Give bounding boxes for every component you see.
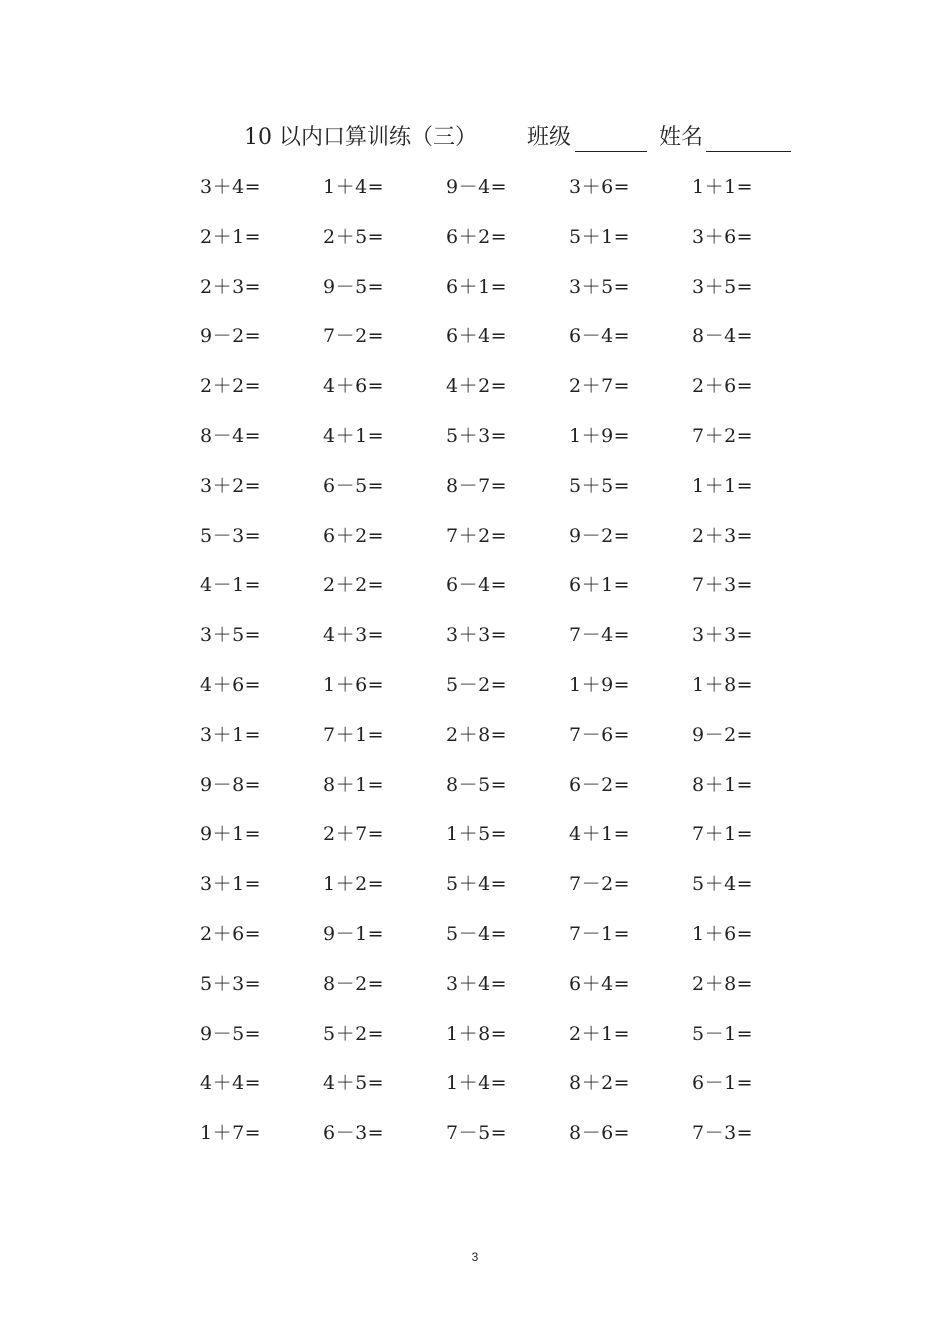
problem-item: 7＋1=: [323, 723, 385, 746]
problem-item: 8－6=: [569, 1122, 631, 1145]
problem-item: 3＋3=: [446, 624, 508, 647]
problem-item: 1＋9=: [569, 673, 631, 696]
problem-row: [200, 708, 820, 758]
problem-item: 4＋6=: [323, 375, 385, 398]
problem-item: 7＋2=: [692, 424, 754, 447]
problem-item: 7－2=: [323, 325, 385, 348]
problem-item: 6＋1=: [446, 275, 508, 298]
problem-item: 2＋8=: [692, 972, 754, 995]
problem-item: 5＋3=: [200, 972, 262, 995]
page-number: 3: [471, 1250, 479, 1264]
problem-row: [200, 758, 820, 808]
problem-item: 5＋4=: [692, 873, 754, 896]
problem-item: 3＋4=: [200, 176, 262, 198]
problem-row: [200, 608, 820, 658]
problem-item: 8－4=: [200, 424, 262, 447]
problem-item: 3＋3=: [692, 624, 754, 647]
problem-item: 7－5=: [446, 1122, 508, 1145]
problem-row: [200, 558, 820, 608]
problem-item: 7＋2=: [446, 524, 508, 547]
problem-item: 2＋3=: [200, 275, 262, 298]
problem-item: 1＋1=: [692, 474, 754, 497]
problem-row: [200, 160, 820, 210]
problem-item: 6－3=: [323, 1122, 385, 1145]
problem-item: 5－1=: [692, 1022, 754, 1045]
problem-item: 2＋7=: [569, 375, 631, 398]
problem-item: 5－3=: [200, 524, 262, 547]
problem-item: 8－5=: [446, 773, 508, 796]
problem-item: 2＋1=: [200, 225, 262, 248]
problem-item: 8＋1=: [323, 773, 385, 796]
problem-item: 6－4=: [569, 325, 631, 348]
problem-item: 3＋5=: [200, 624, 262, 647]
problem-item: 8－2=: [323, 972, 385, 995]
problem-row: [200, 957, 820, 1007]
problem-item: 6＋1=: [569, 574, 631, 597]
problem-item: 2＋8=: [446, 723, 508, 746]
problem-item: 4－1=: [200, 574, 262, 597]
problem-item: 8＋1=: [692, 773, 754, 796]
problem-row: [200, 210, 820, 260]
problem-item: 6－1=: [692, 1072, 754, 1095]
problem-item: 5＋2=: [323, 1022, 385, 1045]
problem-item: 1＋6=: [323, 673, 385, 696]
problem-item: 4＋6=: [200, 673, 262, 696]
problem-row: [200, 1056, 820, 1106]
problem-item: 9－2=: [569, 524, 631, 547]
problem-item: 7－1=: [569, 922, 631, 945]
problem-item: 2＋3=: [692, 524, 754, 547]
problem-row: [200, 857, 820, 907]
problem-item: 6－4=: [446, 574, 508, 597]
problem-item: 7－4=: [569, 624, 631, 647]
problem-item: 6－5=: [323, 474, 385, 497]
problem-item: 9－4=: [446, 176, 508, 198]
problem-item: 4＋1=: [323, 424, 385, 447]
problem-item: 4＋2=: [446, 375, 508, 398]
problem-row: [200, 409, 820, 459]
problem-item: 1＋1=: [692, 176, 754, 198]
problem-item: 9＋1=: [200, 823, 262, 846]
problem-item: 4＋1=: [569, 823, 631, 846]
problem-item: 1＋2=: [323, 873, 385, 896]
problem-item: 1＋8=: [692, 673, 754, 696]
problem-item: 1＋6=: [692, 922, 754, 945]
problem-item: 3＋2=: [200, 474, 262, 497]
problem-item: 1＋7=: [200, 1122, 262, 1145]
worksheet-header: [0, 120, 950, 156]
worksheet-title: 10 以内口算训练（三）: [244, 125, 477, 150]
problem-item: 9－5=: [323, 275, 385, 298]
problem-item: 5＋3=: [446, 424, 508, 447]
problem-item: 4＋4=: [200, 1072, 262, 1095]
problem-item: 2＋2=: [200, 375, 262, 398]
problem-item: 2＋6=: [692, 375, 754, 398]
problem-item: 9－2=: [200, 325, 262, 348]
problem-item: 5＋5=: [569, 474, 631, 497]
problem-item: 6－2=: [569, 773, 631, 796]
problem-row: [200, 359, 820, 409]
problem-item: 3＋5=: [692, 275, 754, 298]
problem-item: 1＋5=: [446, 823, 508, 846]
problem-item: 2＋7=: [323, 823, 385, 846]
problem-item: 9－5=: [200, 1022, 262, 1045]
problem-item: 5＋1=: [569, 225, 631, 248]
problem-row: [200, 1106, 820, 1156]
problem-row: [200, 260, 820, 310]
problem-row: [200, 509, 820, 559]
problem-item: 1＋8=: [446, 1022, 508, 1045]
problem-row: [200, 658, 820, 708]
problem-row: [200, 807, 820, 857]
problem-row: [200, 907, 820, 957]
name-blank-line: [706, 151, 791, 152]
problem-item: 3＋5=: [569, 275, 631, 298]
problem-item: 1＋4=: [323, 176, 385, 198]
problem-item: 1＋4=: [446, 1072, 508, 1095]
problem-item: 6＋4=: [569, 972, 631, 995]
problem-item: 3＋6=: [692, 225, 754, 248]
problem-item: 5－4=: [446, 922, 508, 945]
problem-item: 1＋9=: [569, 424, 631, 447]
problem-item: 3＋6=: [569, 176, 631, 198]
problem-item: 8－4=: [692, 325, 754, 348]
problem-item: 7＋1=: [692, 823, 754, 846]
problem-item: 7－2=: [569, 873, 631, 896]
problem-item: 9－8=: [200, 773, 262, 796]
problem-item: 2＋6=: [200, 922, 262, 945]
problem-grid: [200, 160, 820, 1156]
problem-item: 6＋2=: [446, 225, 508, 248]
problem-row: [200, 1007, 820, 1057]
problem-item: 8－7=: [446, 474, 508, 497]
problem-row: [200, 309, 820, 359]
problem-item: 3＋1=: [200, 723, 262, 746]
problem-item: 9－2=: [692, 723, 754, 746]
problem-item: 7－6=: [569, 723, 631, 746]
problem-item: 9－1=: [323, 922, 385, 945]
problem-item: 3＋4=: [446, 972, 508, 995]
class-blank-line: [575, 151, 647, 152]
problem-item: 5－2=: [446, 673, 508, 696]
problem-item: 4＋5=: [323, 1072, 385, 1095]
problem-item: 2＋1=: [569, 1022, 631, 1045]
problem-item: 5＋4=: [446, 873, 508, 896]
problem-item: 7－3=: [692, 1122, 754, 1145]
problem-item: 4＋3=: [323, 624, 385, 647]
problem-item: 6＋2=: [323, 524, 385, 547]
problem-row: [200, 459, 820, 509]
problem-item: 3＋1=: [200, 873, 262, 896]
problem-item: 7＋3=: [692, 574, 754, 597]
name-label: 姓名: [659, 125, 704, 150]
problem-item: 2＋2=: [323, 574, 385, 597]
problem-item: 8＋2=: [569, 1072, 631, 1095]
problem-item: 2＋5=: [323, 225, 385, 248]
problem-item: 6＋4=: [446, 325, 508, 348]
class-label: 班级: [527, 125, 572, 150]
